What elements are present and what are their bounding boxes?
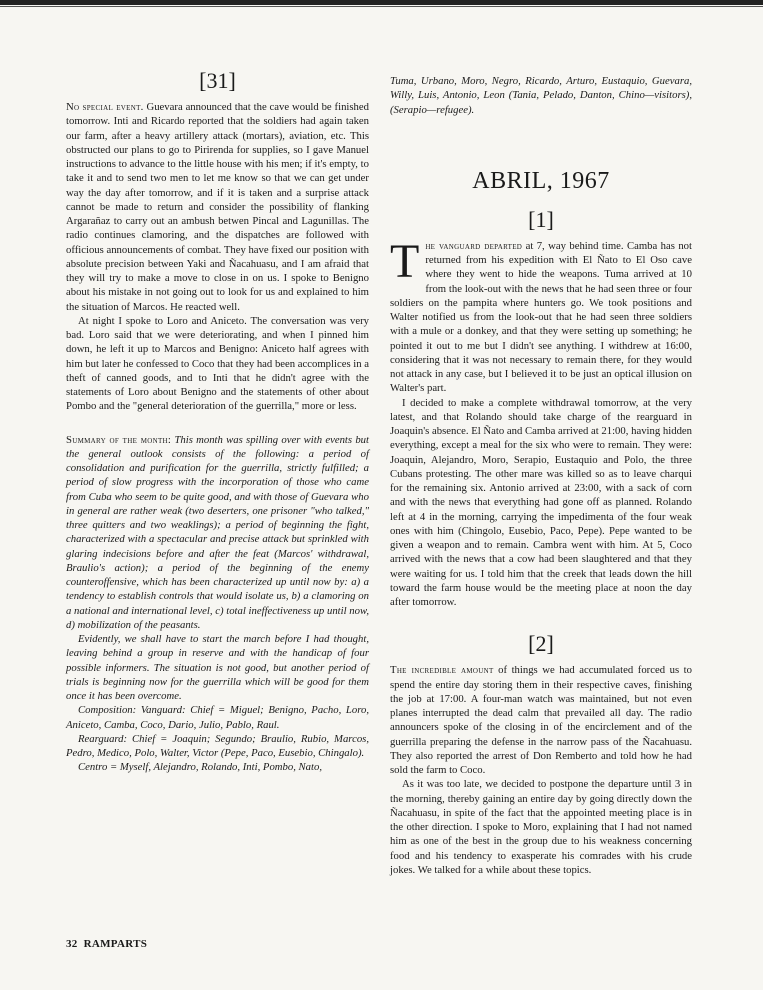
run-in-head: Summary of the month: xyxy=(66,433,172,446)
drop-cap: T xyxy=(390,234,420,288)
right-column xyxy=(390,74,692,877)
left-column xyxy=(66,68,369,775)
centro: Centro = Myself, Alejandro, Rolando, Inti, Pombo, Nato, xyxy=(78,761,323,774)
section-title-31: [31] xyxy=(199,68,236,93)
summary-paragraph: Summary of the month: This month was spilling over with events but the general outlook consists of the following: a period of consolidation and purification for the guerrilla, strictly fulfilled; a period of slow progress with the incorporation of those who came from Cuba who seem to be quite good, and with those of Guevara who in general are rather weak (two deserters, one prisoner "who talked," three quitters and two weaklings); a period of beginning the fight, characterized with a spectacular and precise attack but sprinkled with glaring indecisions before and after the feat (Marcos' withdrawal, Braulio's action); a period of the beginning of the enemy counteroffensive, which has been characterized up until now by: a) a tendency to establish controls that would isolate us, b) a clamoring on a national and international level, c) total ineffectiveness up until now, d) mobilization of the peasants. xyxy=(66,433,369,631)
paragraph: No special event. Guevara announced that the cave would be finished tomorrow. Inti and Ricardo reported that the soldiers had again taken our farm, after a heavy artillery attack (mortars), aviation, etc. This obstructed our plans to go to Pirirenda for supplies, so I gave Manuel instructions to advance to the little house with his men; if it's empty, to take it and to send two men to let me know so that we can get under way the day after tomorrow, and if it is taken and a surprise attack cannot be made to return and consider the possibility of flanking Argarañaz to carry out an ambush betwen Pincal and Lagunillas. The radio continues clamoring, and the dispatches are followed with officious announcements of combat. They have fixed our position with absolute precision between Yaki and Ñacahuasu, and I am afraid that they will try to make a move to close in on us. I spoke to Benigno about his mistake in not going out to look for us and explained to him the situation of Marcos. He reacted well. xyxy=(66,101,369,313)
magazine-name: RAMPARTS xyxy=(83,938,148,950)
paragraph: Evidently, we shall have to start the march before I had thought, leaving behind a group in reserve and with the handicap of four possible informers. The situation is not good, but another period of trials is beginning now for the guerrilla which will be good for them once it has been overcome. xyxy=(66,633,369,702)
section-title-2: [2] xyxy=(528,631,554,657)
page-footer xyxy=(66,938,147,950)
top-rule-thin xyxy=(0,6,763,7)
run-in-head: he vanguard departed xyxy=(425,239,523,252)
paragraph: The vanguard departed at 7, way behind time. Camba has not returned from his expedition with El Ñato to El Oso cave where they went to hide the weapons. Tuma arrived at 10 from the look-out with the news that he had seen three or four soldiers on the pampita where hunters go. We took positions and Walter notified us from the look-out that he had seen three soldiers with a mule or a donkey, and that they were setting up something; he pointed it out to me but I didn't see anything. I withdrew at 16:00, considering that it was not necessary to remain there, for they would not attack in any case, but I believed it to be just an optical illusion on Walter's part. xyxy=(390,234,692,395)
composition: Composition: Vanguard: Chief = Miguel; Benigno, Pacho, Loro, Aniceto, Camba, Coco, Dario, Julio, Pablo, Raul. xyxy=(66,704,369,731)
paragraph: As it was too late, we decided to postpone the departure until 3 in the morning, thereby gaining an entire day by going directly down the Ñacahuasu, in spite of the fact that the appointed meeting place is in the other direction. I spoke to Moro, explaining that I had not named him as one of the best in the group due to his weakness concerning food and his tendency to exasperate his comrades with his crude jokes. We talked for a while about these topics. xyxy=(390,778,692,876)
paragraph: I decided to make a complete withdrawal tomorrow, at the very latest, and that Rolando should take charge of the rearguard in Joaquin's absence. El Ñato and Camba arrived at 21:00, having hidden everything, except a meal for the six who were to remain. They were: Joaquin, Alejandro, Moro, Serapio, Eustaquio and Polo, the three Cubans protesting. The other mare was killed so as to leave charqui for the remaining six. Antonio arrived at 23:00, with a sack of corn and with the news that everything had gone off as planned. Rolando left at 4 in the morning, carrying the impedimenta of the four weak ones with him (Chingolo, Eusebio, Paco, Pepe). Pepe wanted to be given a weapon and to remain. Cambra went with him. At 5, Coco arrived with the news that a cow had been slaughtered and that they were waiting for us. I told him that the creek that leads down the hill toward the farm house would be the meeting place at noon the day after tomorrow. xyxy=(390,396,692,608)
paragraph: The incredible amount of things we had accumulated forced us to spend the entire day storing them in their respective caves, finishing the job at 17:00. A four-man watch was maintained, but not even planes interrupted the dead calm that prevailed all day. The radio announcers spoke of the closing in of the encirclement and of the guerrilla preparing the defense in the narrow pass of the Ñacahuasu. They also reported the arrest of Don Remberto and told how he had sold the farm to Coco. xyxy=(390,664,692,776)
continuation: Tuma, Urbano, Moro, Negro, Ricardo, Arturo, Eustaquio, Guevara, Willy, Luis, Antonio, Leon (Tania, Pelado, Danton, Chino—visitors), (Serapio—refugee). xyxy=(390,75,692,116)
page-number: 32 xyxy=(66,938,78,950)
section-title-1: [1] xyxy=(528,206,554,232)
run-in-head: No special event. xyxy=(66,101,144,113)
top-rule xyxy=(0,0,763,5)
month-title: ABRIL, 1967 xyxy=(472,167,610,194)
rearguard: Rearguard: Chief = Joaquin; Segundo; Braulio, Rubio, Marcos, Pedro, Medico, Polo, Walter, Victor (Pepe, Paco, Eusebio, Chingalo). xyxy=(66,732,369,759)
paragraph: At night I spoke to Loro and Aniceto. The conversation was very bad. Loro said that we were deteriorating, and when I pinned him down, he left it up to Marcos and Benigno: Aniceto half agrees with him but later he confessed to Coco that they had been accomplices in a theft of canned goods, and to Inti that he didn't agree with the statements of Loro about Benigno and the statements of other about Pombo and the "general deterioration of the guerrilla," more or less. xyxy=(66,314,370,413)
run-in-head: The incredible amount xyxy=(390,664,494,677)
